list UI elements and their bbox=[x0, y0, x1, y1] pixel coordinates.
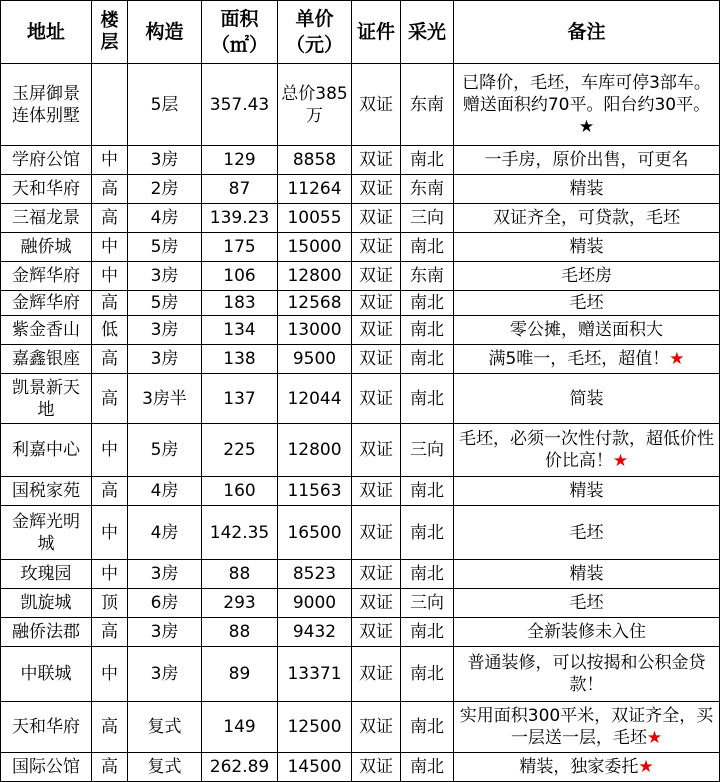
cell-note bbox=[454, 291, 720, 316]
cell-light: 南北 bbox=[401, 316, 454, 345]
cell-price: 13000 bbox=[278, 316, 352, 345]
table-row bbox=[1, 424, 720, 477]
cell-floor: 中 bbox=[92, 146, 128, 175]
cell-floor: 高 bbox=[92, 753, 128, 782]
cell-cert: 双证 bbox=[352, 618, 401, 647]
cell-floor: 高 bbox=[92, 345, 128, 374]
table-row bbox=[1, 233, 720, 262]
cell-address: 嘉鑫银座 bbox=[1, 345, 92, 374]
cell-floor: 中 bbox=[92, 560, 128, 589]
cell-light: 三向 bbox=[401, 424, 454, 477]
cell-light: 南北 bbox=[401, 647, 454, 702]
cell-light: 南北 bbox=[401, 146, 454, 175]
star-icon: ★ bbox=[638, 757, 654, 777]
cell-price: 8858 bbox=[278, 146, 352, 175]
cell-layout: 3房 bbox=[128, 146, 202, 175]
cell-area: 175 bbox=[202, 233, 278, 262]
cell-address: 玉屏御景连体别墅 bbox=[1, 64, 92, 146]
cell-light: 南北 bbox=[401, 560, 454, 589]
cell-cert: 双证 bbox=[352, 647, 401, 702]
cell-address: 金辉光明城 bbox=[1, 506, 92, 560]
cell-cert: 双证 bbox=[352, 477, 401, 506]
table-row bbox=[1, 647, 720, 702]
cell-note bbox=[454, 64, 720, 146]
cell-light: 南北 bbox=[401, 374, 454, 424]
cell-area: 88 bbox=[202, 560, 278, 589]
note-text: 精装 bbox=[569, 237, 604, 257]
cell-area: 183 bbox=[202, 291, 278, 316]
cell-address: 玫瑰园 bbox=[1, 560, 92, 589]
cell-floor: 中 bbox=[92, 424, 128, 477]
cell-price: 10055 bbox=[278, 204, 352, 233]
table-row bbox=[1, 146, 720, 175]
note-text: 实用面积300平米，双证齐全，买一层送一层，毛坯 bbox=[459, 706, 714, 748]
cell-address: 国际公馆 bbox=[1, 753, 92, 782]
cell-floor: 高 bbox=[92, 291, 128, 316]
table-row bbox=[1, 64, 720, 146]
cell-light: 南北 bbox=[401, 291, 454, 316]
table-row bbox=[1, 589, 720, 618]
cell-cert: 双证 bbox=[352, 345, 401, 374]
cell-price: 16500 bbox=[278, 506, 352, 560]
cell-area: 160 bbox=[202, 477, 278, 506]
header-price: 单价（元） bbox=[278, 1, 352, 64]
cell-address: 金辉华府 bbox=[1, 291, 92, 316]
cell-note bbox=[454, 175, 720, 204]
note-text: 双证齐全，可贷款，毛坯 bbox=[493, 208, 680, 228]
cell-area: 293 bbox=[202, 589, 278, 618]
cell-light: 南北 bbox=[401, 233, 454, 262]
cell-floor: 中 bbox=[92, 506, 128, 560]
header-row bbox=[1, 1, 720, 64]
cell-layout: 4房 bbox=[128, 477, 202, 506]
cell-area: 139.23 bbox=[202, 204, 278, 233]
cell-layout: 5房 bbox=[128, 424, 202, 477]
cell-layout: 3房半 bbox=[128, 374, 202, 424]
star-icon: ★ bbox=[612, 451, 629, 471]
table-row bbox=[1, 560, 720, 589]
cell-floor: 高 bbox=[92, 477, 128, 506]
cell-note bbox=[454, 618, 720, 647]
note-text: 毛坯 bbox=[569, 293, 604, 313]
cell-price: 11563 bbox=[278, 477, 352, 506]
cell-address: 天和华府 bbox=[1, 175, 92, 204]
cell-layout: 4房 bbox=[128, 506, 202, 560]
note-text: 毛坯，必须一次性付款，超低价性价比高！ bbox=[459, 429, 714, 471]
cell-floor: 中 bbox=[92, 647, 128, 702]
cell-address: 三福龙景 bbox=[1, 204, 92, 233]
cell-note bbox=[454, 204, 720, 233]
cell-note bbox=[454, 589, 720, 618]
cell-layout: 3房 bbox=[128, 647, 202, 702]
cell-note bbox=[454, 560, 720, 589]
table-row bbox=[1, 374, 720, 424]
cell-light: 南北 bbox=[401, 702, 454, 753]
cell-address: 凯旋城 bbox=[1, 589, 92, 618]
header-area: 面积（㎡） bbox=[202, 1, 278, 64]
note-text: 精装，独家委托 bbox=[519, 757, 639, 777]
cell-layout: 2房 bbox=[128, 175, 202, 204]
cell-layout: 4房 bbox=[128, 204, 202, 233]
cell-price: 12800 bbox=[278, 262, 352, 291]
note-text: 精装 bbox=[569, 564, 604, 584]
cell-floor bbox=[92, 64, 128, 146]
cell-cert: 双证 bbox=[352, 702, 401, 753]
cell-cert: 双证 bbox=[352, 424, 401, 477]
cell-address: 中联城 bbox=[1, 647, 92, 702]
note-text: 精装 bbox=[569, 481, 604, 501]
cell-cert: 双证 bbox=[352, 753, 401, 782]
cell-light: 南北 bbox=[401, 345, 454, 374]
note-text: 毛坯 bbox=[569, 522, 604, 543]
cell-floor: 高 bbox=[92, 204, 128, 233]
table-row bbox=[1, 753, 720, 782]
cell-area: 137 bbox=[202, 374, 278, 424]
cell-floor: 顶 bbox=[92, 589, 128, 618]
cell-price: 12568 bbox=[278, 291, 352, 316]
cell-cert: 双证 bbox=[352, 175, 401, 204]
cell-price: 9432 bbox=[278, 618, 352, 647]
table-row bbox=[1, 702, 720, 753]
cell-address: 凯景新天地 bbox=[1, 374, 92, 424]
cell-layout: 6房 bbox=[128, 589, 202, 618]
cell-cert: 双证 bbox=[352, 589, 401, 618]
header-note: 备注 bbox=[454, 1, 720, 64]
cell-price: 12500 bbox=[278, 702, 352, 753]
cell-area: 149 bbox=[202, 702, 278, 753]
cell-floor: 中 bbox=[92, 233, 128, 262]
cell-note bbox=[454, 146, 720, 175]
cell-address: 天和华府 bbox=[1, 702, 92, 753]
table-row bbox=[1, 618, 720, 647]
note-text: 全新装修未入住 bbox=[527, 622, 646, 642]
cell-layout: 5房 bbox=[128, 233, 202, 262]
cell-note bbox=[454, 753, 720, 782]
cell-floor: 高 bbox=[92, 175, 128, 204]
header-light: 采光 bbox=[401, 1, 454, 64]
cell-address: 国税家苑 bbox=[1, 477, 92, 506]
cell-area: 262.89 bbox=[202, 753, 278, 782]
table-row bbox=[1, 316, 720, 345]
cell-light: 东南 bbox=[401, 175, 454, 204]
cell-address: 利嘉中心 bbox=[1, 424, 92, 477]
cell-price: 11264 bbox=[278, 175, 352, 204]
cell-light: 三向 bbox=[401, 589, 454, 618]
cell-floor: 高 bbox=[92, 618, 128, 647]
cell-light: 南北 bbox=[401, 506, 454, 560]
cell-layout: 3房 bbox=[128, 345, 202, 374]
cell-note bbox=[454, 233, 720, 262]
note-text: 精装 bbox=[569, 179, 604, 199]
cell-price: 15000 bbox=[278, 233, 352, 262]
cell-price: 13371 bbox=[278, 647, 352, 702]
cell-light: 南北 bbox=[401, 753, 454, 782]
cell-cert: 双证 bbox=[352, 262, 401, 291]
table-row bbox=[1, 506, 720, 560]
cell-floor: 高 bbox=[92, 374, 128, 424]
cell-address: 融侨城 bbox=[1, 233, 92, 262]
cell-light: 东南 bbox=[401, 64, 454, 146]
cell-cert: 双证 bbox=[352, 233, 401, 262]
cell-address: 金辉华府 bbox=[1, 262, 92, 291]
cell-area: 88 bbox=[202, 618, 278, 647]
cell-price: 8523 bbox=[278, 560, 352, 589]
cell-cert: 双证 bbox=[352, 291, 401, 316]
cell-note bbox=[454, 506, 720, 560]
note-text: 毛坯房 bbox=[561, 266, 612, 286]
cell-note bbox=[454, 374, 720, 424]
note-text: 简装 bbox=[569, 388, 604, 409]
cell-area: 129 bbox=[202, 146, 278, 175]
cell-layout: 5房 bbox=[128, 291, 202, 316]
cell-layout: 3房 bbox=[128, 316, 202, 345]
cell-light: 南北 bbox=[401, 618, 454, 647]
cell-price: 总价385万 bbox=[278, 64, 352, 146]
cell-address: 融侨法郡 bbox=[1, 618, 92, 647]
cell-note bbox=[454, 424, 720, 477]
header-layout: 构造 bbox=[128, 1, 202, 64]
cell-area: 138 bbox=[202, 345, 278, 374]
note-text: 满5唯一，毛坯，超值！ bbox=[488, 349, 670, 369]
cell-area: 357.43 bbox=[202, 64, 278, 146]
cell-price: 9000 bbox=[278, 589, 352, 618]
star-icon: ★ bbox=[669, 349, 685, 369]
table-row bbox=[1, 345, 720, 374]
cell-cert: 双证 bbox=[352, 204, 401, 233]
note-text: 已降价，毛坯，车库可停3部车。赠送面积约70平。阳台约30平。 bbox=[462, 72, 711, 115]
cell-cert: 双证 bbox=[352, 560, 401, 589]
header-address: 地址 bbox=[1, 1, 92, 64]
cell-layout: 3房 bbox=[128, 618, 202, 647]
table-row bbox=[1, 262, 720, 291]
star-icon: ★ bbox=[646, 728, 663, 748]
header-floor: 楼层 bbox=[92, 1, 128, 64]
cell-layout: 复式 bbox=[128, 753, 202, 782]
header-cert: 证件 bbox=[352, 1, 401, 64]
cell-area: 89 bbox=[202, 647, 278, 702]
cell-cert: 双证 bbox=[352, 146, 401, 175]
star-icon: ★ bbox=[578, 116, 595, 137]
cell-note bbox=[454, 647, 720, 702]
table-row bbox=[1, 175, 720, 204]
cell-price: 12044 bbox=[278, 374, 352, 424]
cell-layout: 复式 bbox=[128, 702, 202, 753]
cell-area: 87 bbox=[202, 175, 278, 204]
cell-layout: 3房 bbox=[128, 262, 202, 291]
cell-note bbox=[454, 477, 720, 506]
cell-cert: 双证 bbox=[352, 506, 401, 560]
table-row bbox=[1, 204, 720, 233]
cell-floor: 低 bbox=[92, 316, 128, 345]
note-text: 毛坯 bbox=[569, 593, 604, 613]
cell-area: 225 bbox=[202, 424, 278, 477]
cell-light: 三向 bbox=[401, 204, 454, 233]
cell-note bbox=[454, 345, 720, 374]
cell-layout: 3房 bbox=[128, 560, 202, 589]
cell-area: 142.35 bbox=[202, 506, 278, 560]
table-row bbox=[1, 291, 720, 316]
cell-price: 9500 bbox=[278, 345, 352, 374]
table-row bbox=[1, 477, 720, 506]
note-text: 普通装修，可以按揭和公积金贷款！ bbox=[467, 653, 706, 695]
cell-price: 12800 bbox=[278, 424, 352, 477]
cell-address: 紫金香山 bbox=[1, 316, 92, 345]
cell-cert: 双证 bbox=[352, 316, 401, 345]
cell-note bbox=[454, 316, 720, 345]
cell-floor: 高 bbox=[92, 702, 128, 753]
cell-floor: 中 bbox=[92, 262, 128, 291]
note-text: 一手房，原价出售，可更名 bbox=[484, 150, 689, 170]
note-text: 零公摊，赠送面积大 bbox=[510, 320, 663, 340]
cell-note bbox=[454, 262, 720, 291]
cell-light: 东南 bbox=[401, 262, 454, 291]
cell-note bbox=[454, 702, 720, 753]
cell-area: 134 bbox=[202, 316, 278, 345]
cell-light: 南北 bbox=[401, 477, 454, 506]
cell-price: 14500 bbox=[278, 753, 352, 782]
cell-address: 学府公馆 bbox=[1, 146, 92, 175]
cell-layout: 5层 bbox=[128, 64, 202, 146]
cell-cert: 双证 bbox=[352, 64, 401, 146]
cell-area: 106 bbox=[202, 262, 278, 291]
cell-cert: 双证 bbox=[352, 374, 401, 424]
